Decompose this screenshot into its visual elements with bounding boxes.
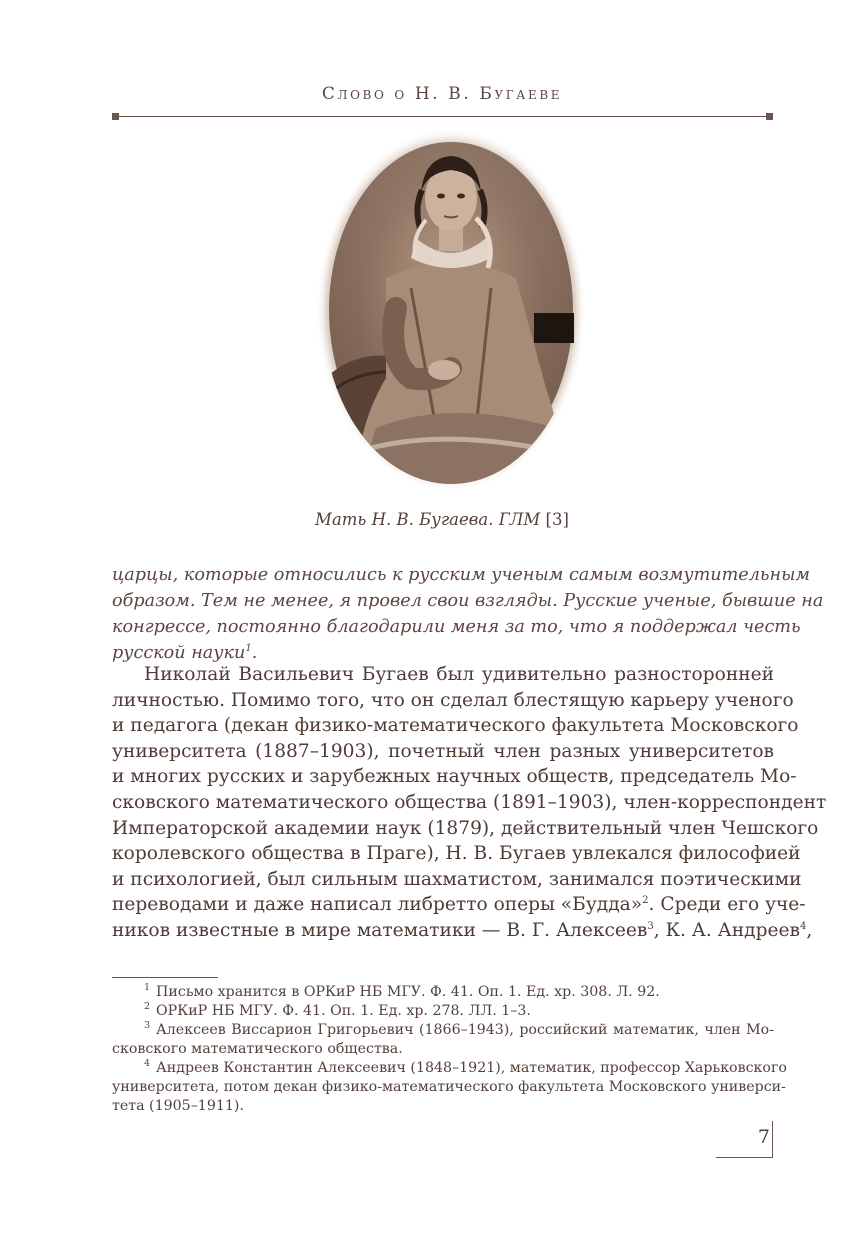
page-number-rule-vertical [772, 1121, 773, 1157]
quote-line-end: . [251, 643, 258, 663]
figure-caption [112, 510, 772, 529]
footnote-number: 3 [144, 1020, 151, 1032]
footnote-ref: 3 [647, 920, 654, 932]
paragraph-line: королевского общества в Праге), Н. В. Бугаев увлекался философией [112, 843, 801, 865]
paragraph-line: и педагога (декан физико-математического факультета Московского [112, 715, 799, 737]
footnote-text: Алексеев Виссарион Григорьевич (1866–1943), российский математик, член Мо- [156, 1022, 774, 1038]
page-number-rule-horizontal [716, 1157, 773, 1158]
caption-reference: [3] [540, 510, 569, 529]
footnote-text: Письмо хранится в ОРКиР НБ МГУ. Ф. 41. Оп. 1. Ед. хр. 308. Л. 92. [156, 984, 660, 1000]
footnote-rule [112, 977, 218, 978]
paragraph-text: . Среди его уче- [648, 894, 806, 916]
header-rule-end-right [766, 113, 773, 120]
running-title: Слово о Н. В. Бугаеве [321, 84, 563, 104]
footnote-3 [112, 1021, 774, 1040]
paragraph-text: ников известные в мире математики — В. Г. Алексеев [112, 919, 648, 941]
caption-text: Мать Н. В. Бугаева. ГЛМ [315, 510, 541, 529]
footnote-text: Андреев Константин Алексеевич (1848–1921), математик, профессор Харьковского [156, 1060, 787, 1076]
paragraph-line: и психологией, был сильным шахматистом, занимался поэтическими [112, 868, 802, 890]
footnote-ref: 2 [642, 895, 649, 907]
footnote-1 [112, 983, 774, 1002]
footnote-2 [112, 1002, 774, 1021]
paragraph-line: Императорской академии наук (1879), действительный член Чешского [112, 817, 819, 839]
footnote-4-cont: университета, потом декан физико-математического факультета Московского универси- [112, 1079, 786, 1095]
paragraph-text: , К. А. Андреев [653, 919, 800, 941]
header-rule-end-left [112, 113, 119, 120]
footnote-number: 2 [144, 1001, 151, 1013]
main-paragraph [112, 662, 827, 944]
header-rule [116, 116, 768, 117]
footnote-ref: 4 [800, 920, 807, 932]
paragraph-text: , [806, 919, 813, 941]
footnotes [112, 982, 787, 1116]
footnote-number: 4 [144, 1058, 151, 1070]
paragraph-line: университета (1887–1903), почетный член разных университетов [112, 740, 774, 762]
quote-line: конгрессе, постоянно благодарили меня за то, что я поддержал честь [112, 617, 801, 637]
paragraph-line: сковского математического общества (1891–1903), член-корреспондент [112, 791, 827, 813]
footnote-ref: 1 [245, 643, 252, 655]
quote-line: образом. Тем не менее, я провел свои взгляды. Русские ученые, бывшие на [112, 591, 824, 611]
paragraph-line: Николай Васильевич Бугаев был удивительно разносторонней [144, 664, 774, 685]
quote-block [112, 562, 824, 666]
page-number: 7 [757, 1126, 770, 1148]
portrait-photo [316, 128, 586, 492]
footnote-4-cont: тета (1905–1911). [112, 1098, 244, 1114]
footnote-number: 1 [144, 982, 151, 994]
footnote-text: ОРКиР НБ МГУ. Ф. 41. Оп. 1. Ед. хр. 278. ЛЛ. 1–3. [156, 1003, 531, 1019]
footnote-4 [112, 1058, 787, 1078]
quote-line-text: русской науки [112, 643, 246, 663]
paragraph-line: личностью. Помимо того, что он сделал блестящую карьеру ученого [112, 689, 794, 711]
footnote-3-cont: сковского математического общества. [112, 1041, 403, 1057]
paragraph-line [112, 918, 813, 944]
paragraph-text: переводами и даже написал либретто оперы «Будда» [112, 894, 643, 916]
paragraph-line [112, 892, 806, 918]
quote-line: царцы, которые относились к русским ученым самым возмутительным [112, 565, 810, 585]
paragraph-line: и многих русских и зарубежных научных обществ, председатель Мо- [112, 766, 797, 788]
